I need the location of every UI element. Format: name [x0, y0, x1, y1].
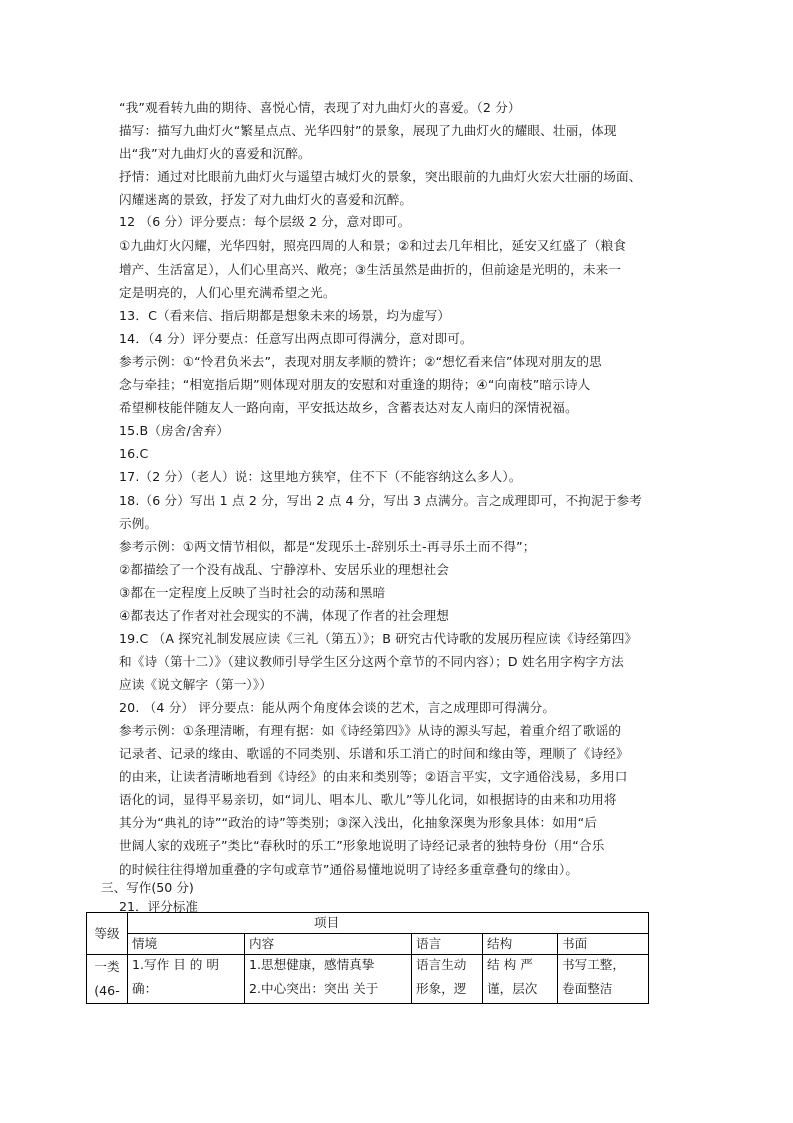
text-line: 抒情：通过对比眼前九曲灯火与遥望古城灯火的景象，突出眼前的九曲灯火宏大壮丽的场面、: [119, 169, 642, 184]
column-header-context: 情境: [128, 934, 245, 955]
scoring-standard-heading: 21．评分标准: [119, 899, 198, 914]
table-cell: 语言生动: [412, 955, 483, 980]
section-heading: 三、写作(50 分): [101, 880, 194, 895]
items-header-cell: 项目: [128, 913, 649, 934]
text-line: 参考示例：①“怜君负米去”，表现对朋友孝顺的赞许；②“想忆看来信”体现对朋友的思: [119, 354, 602, 369]
grading-table: [86, 912, 649, 1004]
text-line: 参考示例：①两文情节相似，都是“发现乐土-辞别乐土-再寻乐土而不得”；: [119, 539, 536, 554]
text-line: 17.（2 分）（老人）说：这里地方狭窄，住不下（不能容纳这么多人）。: [119, 469, 522, 484]
text-line: 的时候往往得增加重叠的字句或章节”通俗易懂地说明了诗经多重章叠句的缘由）。: [119, 862, 579, 877]
text-line: 世阔人家的戏班子”类比“春秋时的乐工”形象地说明了诗经记录者的独特身份（用“合乐: [119, 838, 605, 853]
text-line: 出“我”对九曲灯火的喜爱和沉醉。: [119, 146, 311, 161]
table-cell: 确：: [128, 979, 245, 1004]
grade-row-label: [87, 955, 128, 1004]
column-header-structure: 结构: [483, 934, 558, 955]
text-line: “我”观看转九曲的期待、喜悦心情，表现了对九曲灯火的喜爱。（2 分）: [119, 100, 521, 115]
grade-header-cell: 等级: [87, 913, 128, 955]
text-line: ②都描绘了一个没有战乱、宁静淳朴、安居乐业的理想社会: [119, 562, 450, 577]
text-line: ①九曲灯火闪耀，光华四射，照亮四周的人和景；②和过去几年相比，延安又红盛了（粮食: [119, 238, 627, 253]
table-cell: 1.写作 目 的 明: [128, 955, 245, 980]
text-line: 13．C（看来信、指后期都是想象未来的场景，均为虚写）: [119, 308, 451, 323]
text-line: 20. （4 分） 评分要点：能从两个角度体会谈的艺术，言之成理即可得满分。: [119, 700, 556, 715]
grade-row-label-line2: (46-: [94, 983, 120, 998]
text-line: 增产、生活富足），人们心里高兴、敞亮；③生活虽然是曲折的，但前途是光明的，未来一: [119, 262, 622, 277]
text-line: 希望柳枝能伴随友人一路向南，平安抵达故乡，含蓄表达对友人南归的深情祝福。: [119, 400, 578, 415]
table-cell: 卷面整洁: [558, 979, 649, 1004]
text-line: 语化的词，显得平易亲切，如“词儿、唱本儿、歌儿”等儿化词，如根据诗的由来和功用将: [119, 792, 617, 807]
table-cell: 1.思想健康，感情真挚: [245, 955, 412, 980]
text-line: 示例。: [119, 516, 158, 531]
table-cell: 书写工整，: [558, 955, 649, 980]
text-line: 14．（4 分）评分要点：任意写出两点即可得满分，意对即可。: [119, 331, 473, 346]
text-line: 念与牵挂；“相宽指后期”则体现对朋友的安慰和对重逢的期待；④“向南枝”暗示诗人: [119, 377, 591, 392]
table-cell: 谨，层次: [483, 979, 558, 1004]
text-line: 参考示例：①条理清晰，有理有据：如《诗经第四》》从诗的源头写起，着重介绍了歌谣的: [119, 723, 622, 738]
table-cell: 结 构 严: [483, 955, 558, 980]
text-line: 19.C （A 探究礼制发展应读《三礼（第五）》；B 研究古代诗歌的发展历程应读《诗经第四》: [119, 631, 638, 646]
table-cell: 形象，逻: [412, 979, 483, 1004]
text-line: 描写：描写九曲灯火“繁星点点、光华四射”的景象，展现了九曲灯火的耀眼、壮丽，体现: [119, 123, 617, 138]
grade-row-label-line1: 一类: [94, 959, 120, 974]
text-line: 闪耀迷离的景致，抒发了对九曲灯火的喜爱和沉醉。: [119, 192, 413, 207]
text-line: 和《诗（第十二）》（建议教师引导学生区分这两个章节的不同内容）；D 姓名用字构字方法: [119, 654, 624, 669]
column-header-writing: 书面: [558, 934, 649, 955]
column-header-content: 内容: [245, 934, 412, 955]
table-cell: 2.中心突出：突出 关于: [245, 979, 412, 1004]
column-header-language: 语言: [412, 934, 483, 955]
text-line: 应读《说文解字（第一）》）: [119, 677, 273, 692]
text-line: 其分为“典礼的诗”“政治的诗”等类别；③深入浅出，化抽象深奥为形象具体：如用“后: [119, 815, 598, 830]
text-line: 18.（6 分）写出 1 点 2 分，写出 2 点 4 分，写出 3 点满分。言之成理即可，不拘泥于参考: [119, 493, 642, 508]
text-line: ③都在一定程度上反映了当时社会的动荡和黑暗: [119, 585, 386, 600]
text-line: 15.B（房舍/舍弃）: [119, 423, 230, 438]
text-line: 12 （6 分）评分要点：每个层级 2 分，意对即可。: [119, 214, 411, 229]
text-line: ④都表达了作者对社会现实的不满，体现了作者的社会理想: [119, 608, 450, 623]
text-line: 定是明亮的，人们心里充满希望之光。: [119, 285, 336, 300]
text-line: 的由来，让读者清晰地看到《诗经》的由来和类别等；②语言平实，文字通俗浅易，多用口: [119, 769, 628, 784]
text-line: 记录者、记录的缘由、歌谣的不同类别、乐谱和乐工消亡的时间和缘由等，理顺了《诗经》: [119, 746, 629, 761]
text-line: 16.C: [119, 446, 149, 461]
